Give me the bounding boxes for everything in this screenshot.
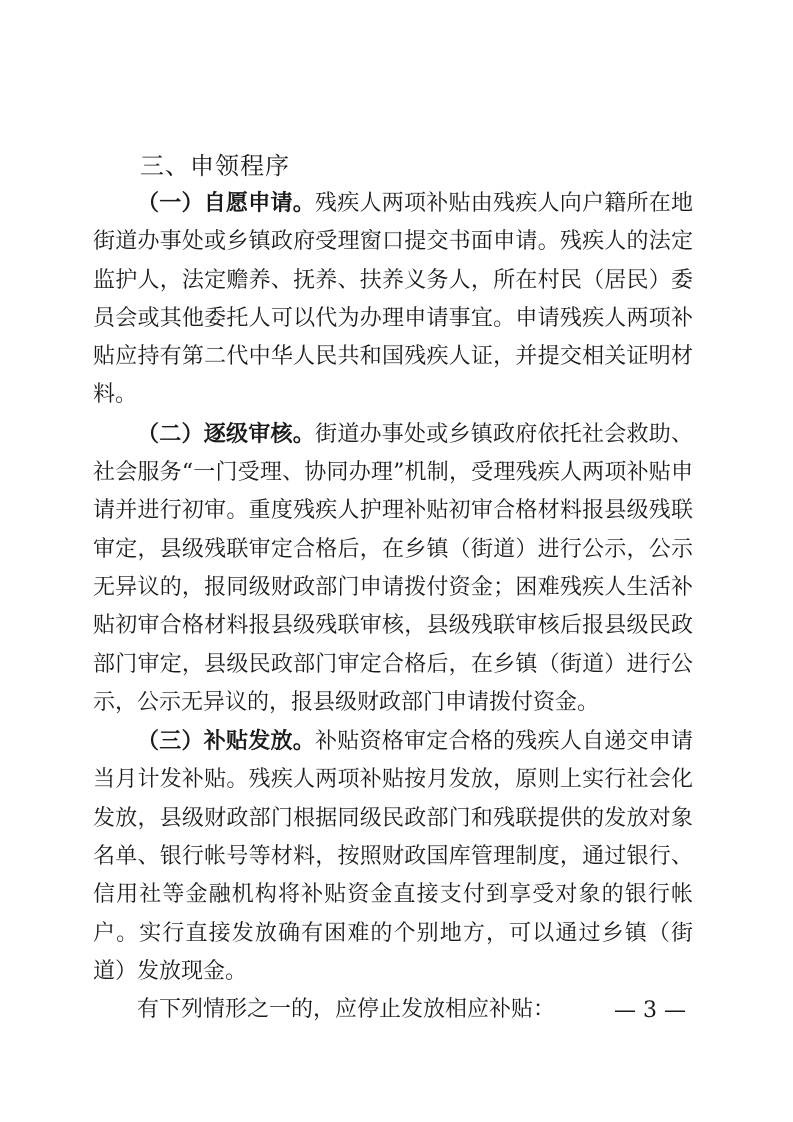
paragraph-text: 街道办事处或乡镇政府依托社会救助、社会服务“一门受理、协同办理”机制，受理残疾人两项补贴申请并进行初审。重度残疾人护理补贴初审合格材料报县级残联审定，县级残联审定合格后，在乡镇（街道）进行公示，公示无异议的，报同级财政部门申请拨付资金；困难残疾人生活补贴初审合格材料报县级残联审核，县级残联审核后报县级民政部门审定，县级民政部门审定合格后，在乡镇（街道）进行公示，公示无异议的，报县级财政部门申请拨付资金。 — [93, 421, 693, 715]
paragraph-voluntary-application — [93, 184, 693, 415]
paragraph-text: 补贴资格审定合格的残疾人自递交申请当月计发补贴。残疾人两项补贴按月发放，原则上实行社会化发放，县级财政部门根据同级民政部门和残联提供的发放对象名单、银行帐号等材料，按照财政国库管理制度，通过银行、信用社等金融机构将补贴资金直接支付到享受对象的银行帐户。实行直接发放确有困难的个别地方，可以通过乡镇（街道）发放现金。 — [93, 729, 693, 984]
paragraph-stop-conditions — [93, 991, 693, 1029]
paragraph-text: 有下列情形之一的，应停止发放相应补贴： — [137, 997, 556, 1023]
paragraph-heading: （三）补贴发放。 — [137, 728, 315, 755]
page-number: — 3 — — [614, 998, 686, 1023]
paragraph-review — [93, 415, 693, 722]
section-title: 三、申领程序 — [140, 152, 290, 180]
paragraph-heading: （一）自愿申请。 — [137, 190, 315, 216]
paragraph-text: 残疾人两项补贴由残疾人向户籍所在地街道办事处或乡镇政府受理窗口提交书面申请。残疾人的法定监护人，法定赡养、抚养、扶养义务人，所在村民（居民）委员会或其他委托人可以代为办理申请事宜。申请残疾人两项补贴应持有第二代中华人民共和国残疾人证，并提交相关证明材料。 — [93, 191, 693, 408]
document-body — [93, 184, 693, 1030]
paragraph-subsidy-payment — [93, 722, 693, 991]
paragraph-heading: （二）逐级审核。 — [137, 420, 315, 447]
